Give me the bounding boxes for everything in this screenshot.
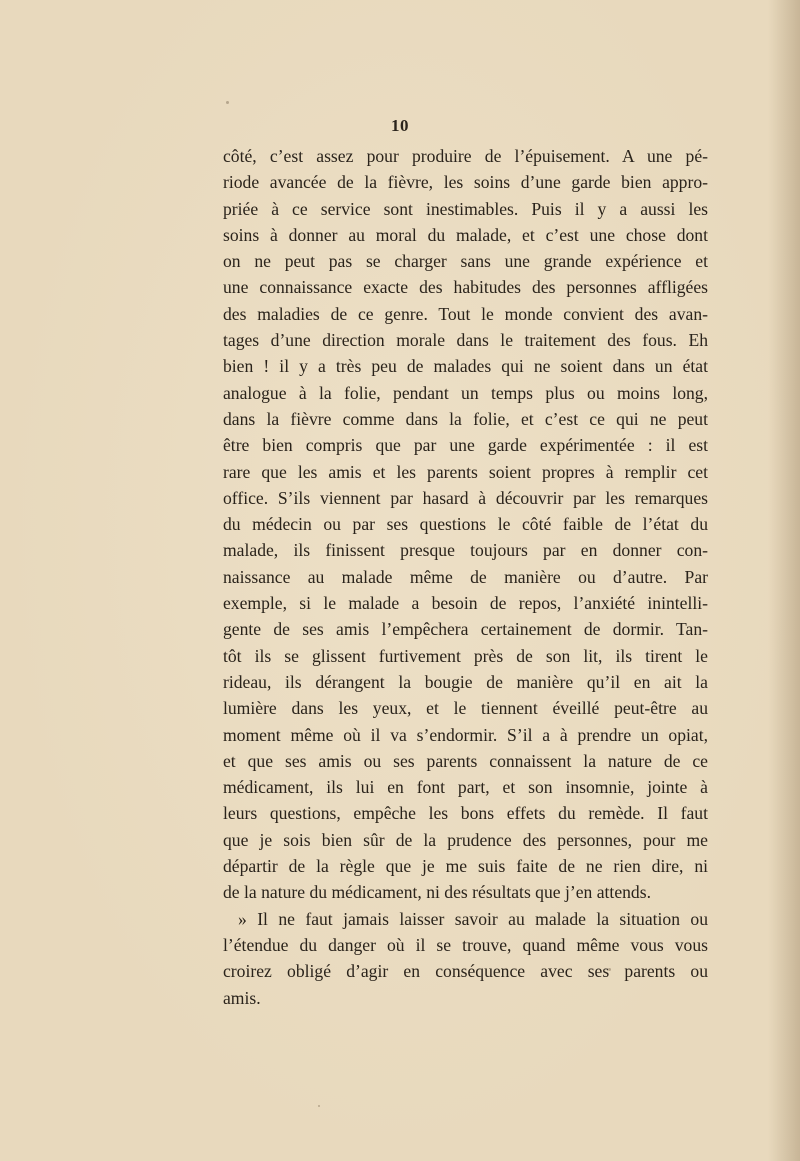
text-line: amis. xyxy=(223,987,261,1008)
text-line: côté, c’est assez pour produire de l’épuisement. A une pé- xyxy=(223,146,708,166)
text-line: naissance au malade même de manière ou d’autre. Par xyxy=(223,566,708,587)
text-line: dans la fièvre comme dans la folie, et c’est ce qui ne peut xyxy=(223,408,708,429)
text-line: soins à donner au moral du malade, et c’est une chose dont xyxy=(223,224,708,245)
text-line: tages d’une direction morale dans le traitement des fous. Eh xyxy=(223,330,708,351)
paper-speck xyxy=(608,968,611,971)
text-line: départir de la règle que je me suis faite de ne rien dire, ni xyxy=(223,856,708,877)
text-line: office. S’ils viennent par hasard à découvrir par les remarques xyxy=(223,487,708,508)
text-line: que je sois bien sûr de la prudence des personnes, pour me xyxy=(223,829,708,850)
paper-speck xyxy=(318,1105,320,1107)
text-line: une connaissance exacte des habitudes des personnes affligées xyxy=(223,277,708,298)
text-line: être bien compris que par une garde expérimentée : il est xyxy=(223,435,708,456)
text-line: et que ses amis ou ses parents connaissent la nature de ce xyxy=(223,750,708,771)
text-line: gente de ses amis l’empêchera certainement de dormir. Tan- xyxy=(223,619,708,640)
text-line: bien ! il y a très peu de malades qui ne soient dans un état xyxy=(223,356,708,377)
text-line: de la nature du médicament, ni des résultats que j’en attends. xyxy=(223,882,651,903)
text-line: rare que les amis et les parents soient propres à remplir cet xyxy=(223,461,708,482)
text-line: exemple, si le malade a besoin de repos, l’anxiété inintelli- xyxy=(223,593,708,614)
text-line: croirez obligé d’agir en conséquence avec ses parents ou xyxy=(223,961,708,982)
text-line: moment même où il va s’endormir. S’il a à prendre un opiat, xyxy=(223,724,708,745)
text-line: on ne peut pas se charger sans une grande expérience et xyxy=(223,251,708,272)
page-number: 10 xyxy=(391,116,409,135)
text-line: riode avancée de la fièvre, les soins d’une garde bien appro- xyxy=(223,172,708,193)
text-line: lumière dans les yeux, et le tiennent éveillé peut-être au xyxy=(223,698,708,719)
text-line: du médecin ou par ses questions le côté faible de l’état du xyxy=(223,514,708,535)
text-line: » Il ne faut jamais laisser savoir au malade la situation ou xyxy=(238,908,708,929)
body-text xyxy=(223,143,708,1011)
text-line: priée à ce service sont inestimables. Puis il y a aussi les xyxy=(223,198,708,219)
text-line: malade, ils finissent presque toujours par en donner con- xyxy=(223,540,708,561)
paper-speck xyxy=(226,101,229,104)
text-line: analogue à la folie, pendant un temps plus ou moins long, xyxy=(223,382,708,403)
text-line: médicament, ils lui en font part, et son insomnie, jointe à xyxy=(223,777,708,798)
text-line: rideau, ils dérangent la bougie de manière qu’il en ait la xyxy=(223,671,708,692)
text-line: leurs questions, empêche les bons effets du remède. Il faut xyxy=(223,803,708,824)
text-line: des maladies de ce genre. Tout le monde convient des avan- xyxy=(223,303,708,324)
text-line: tôt ils se glissent furtivement près de son lit, ils tirent le xyxy=(223,645,708,666)
text-line: l’étendue du danger où il se trouve, quand même vous vous xyxy=(223,934,708,955)
